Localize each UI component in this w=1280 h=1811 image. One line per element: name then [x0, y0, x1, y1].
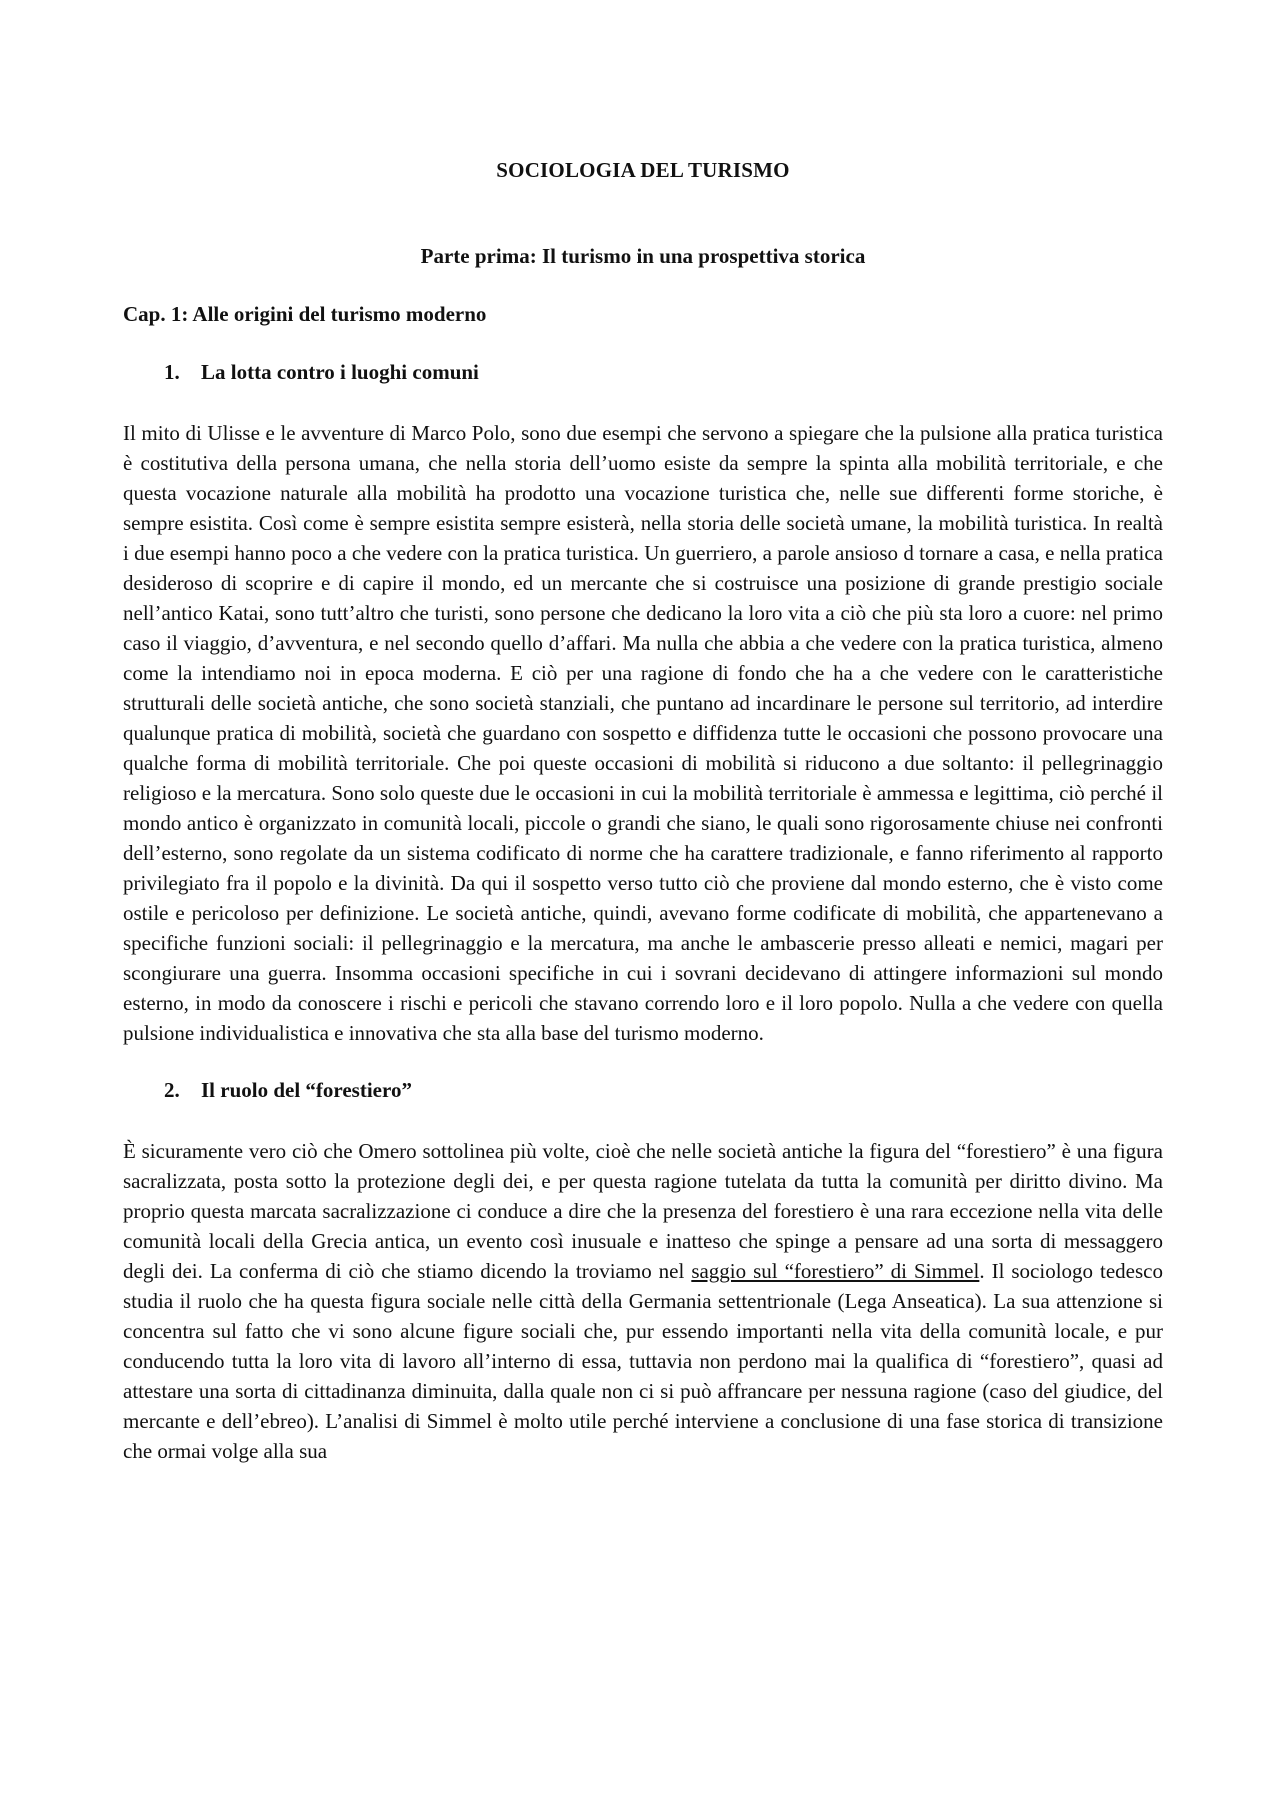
section-heading — [164, 358, 1163, 386]
chapter-title: Cap. 1: Alle origini del turismo moderno — [123, 302, 487, 326]
section-2 — [123, 1076, 1163, 1466]
simmel-essay-link[interactable]: saggio sul “forestiero” di Simmel — [691, 1259, 980, 1283]
document-title: SOCIOLOGIA DEL TURISMO — [496, 158, 790, 182]
body-paragraph — [123, 1136, 1163, 1466]
section-1 — [123, 358, 1163, 1048]
body-paragraph: Il mito di Ulisse e le avventure di Marco Polo, sono due esempi che servono a spiegare che la pulsione alla pratica turistica è costitutiva della persona umana, che nella storia dell’uomo esiste da sempre la spinta alla mobilità territoriale, e che questa vocazione naturale alla mobilità ha prodotto una vocazione turistica che, nelle sue differenti forme storiche, è sempre esistita. Così come è sempre esistita sempre esisterà, nella storia delle società umane, la mobilità turistica. In realtà i due esempi hanno poco a che vedere con la pratica turistica. Un guerriero, a parole ansioso d tornare a casa, e nella pratica desideroso di scoprire e di capire il mondo, ed un mercante che si costruisce una posizione di grande prestigio sociale nell’antico Katai, sono tutt’altro che turisti, sono persone che dedicano la loro vita a ciò che più sta loro a cuore: nel primo caso il viaggio, d’avventura, e nel secondo quello d’affari. Ma nulla che abbia a che vedere con la pratica turistica, almeno come la intendiamo noi in epoca moderna. E ciò per una ragione di fondo che ha a che vedere con le caratteristiche strutturali delle società antiche, che sono società stanziali, che puntano ad incardinare le persone sul territorio, ad interdire qualunque pratica di mobilità, società che guardano con sospetto e diffidenza tutte le occasioni che possono provocare una qualche forma di mobilità territoriale. Che poi queste occasioni di mobilità si riducono a due soltanto: il pellegrinaggio religioso e la mercatura. Sono solo queste due le occasioni in cui la mobilità territoriale è ammessa e legittima, ciò perché il mondo antico è organizzato in comunità locali, piccole o grandi che siano, le quali sono rigorosamente chiuse nei confronti dell’esterno, sono regolate da un sistema codificato di norme che ha carattere tradizionale, e fanno riferimento al rapporto privilegiato fra il popolo e la divinità. Da qui il sospetto verso tutto ciò che proviene dal mondo esterno, che è visto come ostile e pericoloso per definizione. Le società antiche, quindi, avevano forme codificate di mobilità, che appartenevano a specifiche funzioni sociali: il pellegrinaggio e la mercatura, ma anche le ambascerie presso alleati e nemici, magari per scongiurare una guerra. Insomma occasioni specifiche in cui i sovrani decidevano di attingere informazioni sul mondo esterno, in modo da conoscere i rischi e pericoli che stavano correndo loro e il loro popolo. Nulla a che vedere con quella pulsione individualistica e innovativa che sta alla base del turismo moderno. — [123, 421, 1163, 1045]
section-number: 1. — [164, 360, 180, 384]
part-title: Parte prima: Il turismo in una prospettiva storica — [420, 244, 866, 268]
section-title-text: Il ruolo del “forestiero” — [201, 1078, 412, 1102]
section-title-text: La lotta contro i luoghi comuni — [201, 360, 479, 384]
paragraph-text: . Il sociologo tedesco studia il ruolo che ha questa figura sociale nelle città della Germania settentrionale (Lega Anseatica). La sua attenzione si concentra sul fatto che vi sono alcune figure sociali che, pur essendo importanti nella vita della comunità locale, e pur conducendo tutta la loro vita di lavoro all’interno di essa, tuttavia non perdono mai la qualifica di “forestiero”, quasi ad attestare una sorta di cittadinanza diminuita, dalla quale non ci si può affrancare per nessuna ragione (caso del giudice, del mercante e dell’ebreo). L’analisi di Simmel è molto utile perché interviene a conclusione di una fase storica di transizione che ormai volge alla sua — [123, 1259, 1163, 1463]
section-heading — [164, 1076, 1163, 1104]
document-content — [123, 156, 1163, 1466]
paragraph-text: È sicuramente vero ciò che Omero sottolinea più volte, cioè che nelle società antiche la figura del “forestiero” è una figura sacralizzata, posta sotto la protezione degli dei, e per questa ragione tutelata da tutta la comunità per diritto divino. Ma proprio questa marcata sacralizzazione ci conduce a dire che la presenza del forestiero è una rara eccezione nella vita delle comunità locali della Grecia antica, un evento così inusuale e inatteso che spinge a pensare ad una sorta di messaggero degli dei. La conferma di ciò che stiamo dicendo la troviamo nel — [123, 1139, 1163, 1283]
section-number: 2. — [164, 1078, 180, 1102]
